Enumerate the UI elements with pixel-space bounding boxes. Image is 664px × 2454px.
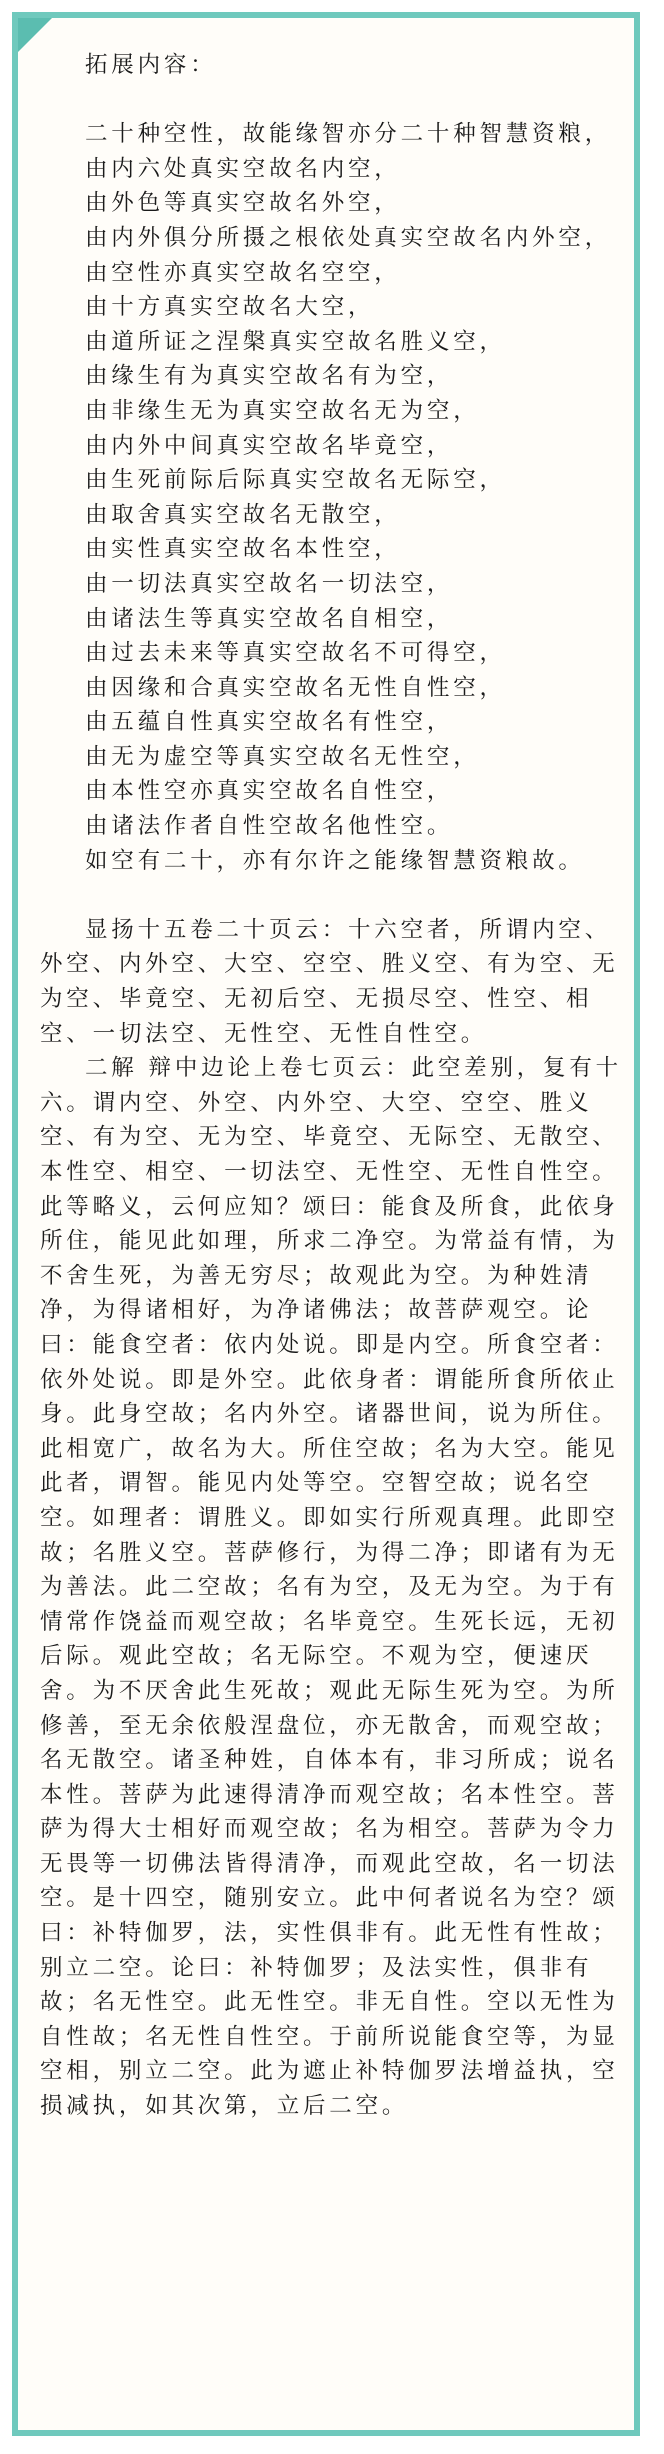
list-item: 由一切法真实空故名一切法空，: [85, 570, 454, 597]
list-item: 由空性亦真实空故名空空，: [85, 259, 401, 286]
list-item: 由实性真实空故名本性空，: [85, 536, 401, 563]
commentary-paragraph: 二解 辩中边论上卷七页云：此空差别，复有十六。谓内空、外空、内外空、大空、空空、胜义空、有为空、无为空、毕竟空、无际空、无散空、本性空、相空、一切法空、无性空、无性自性空。此等略义，云何应知？颂曰：能食及所食，此依身所住，能见此如理，所求二净空。为常益有情，为不舍生死，为善无穷尽；故观此为空。为种姓清净，为得诸相好，为净诸佛法；故菩萨观空。论曰：能食空者：依内处说。即是内空。所食空者：依外处说。即是外空。此依身者：谓能所食所依止身。此身空故；名内外空。诸器世间，说为所住。此相宽广，故名为大。所住空故；名为大空。能见此者，谓智。能见内处等空。空智空故；说名空空。如理者：谓胜义。即如实行所观真理。此即空故；名胜义空。菩萨修行，为得二净；即诸有为无为善法。此二空故；名有为空，及无为空。为于有情常作饶益而观空故；名毕竟空。生死长远，无初后际。观此空故；名无际空。不观为空，便速厌舍。为不厌舍此生死故；观此无际生死为空。为所修善，至无余依般涅盘位，亦无散舍，而观空故；名无散空。诸圣种姓，自体本有，非习所成；说名本性。菩萨为此速得清净而观空故；名本性空。菩萨为得大士相好而观空故；名为相空。菩萨为令力无畏等一切佛法皆得清净，而观此空故，名一切法空。是十四空，随别安立。此中何者说名为空？颂曰：补特伽罗，法，实性俱非有。此无性有性故；别立二空。论曰：补特伽罗；及法实性，俱非有故；名无性空。此无性空。非无自性。空以无性为自性故；名无性自性空。于前所说能食空等，为显空相，别立二空。此为遮止补特伽罗法增益执，空损减执，如其次第，立后二空。: [40, 1055, 622, 2120]
list-item: 由道所证之涅槃真实空故名胜义空，: [85, 328, 506, 355]
list-item: 由生死前际后际真实空故名无际空，: [85, 467, 506, 494]
list-item: 由无为虚空等真实空故名无性空，: [85, 743, 480, 770]
list-item: 由非缘生无为真实空故名无为空，: [85, 397, 480, 424]
summary-line: 如空有二十，亦有尔许之能缘智慧资粮故。: [85, 847, 585, 874]
article-body: [40, 48, 626, 2124]
list-item: 由诸法生等真实空故名自相空，: [85, 605, 454, 632]
corner-ribbon: [18, 18, 52, 52]
list-item: 由内六处真实空故名内空，: [85, 155, 401, 182]
section-heading: 拓展内容：: [85, 52, 217, 78]
list-item: 由过去未来等真实空故名不可得空，: [85, 640, 506, 667]
list-item: 由取舍真实空故名无散空，: [85, 501, 401, 528]
intro-line: 二十种空性，故能缘智亦分二十种智慧资粮，: [85, 121, 612, 148]
list-item: 由缘生有为真实空故名有为空，: [85, 363, 454, 390]
list-item: 由外色等真实空故名外空，: [85, 190, 401, 217]
list-item: 由五蕴自性真实空故名有性空，: [85, 709, 454, 736]
list-item: 由因缘和合真实空故名无性自性空，: [85, 674, 506, 701]
quote-paragraph: 显扬十五卷二十页云：十六空者，所谓内空、外空、内外空、大空、空空、胜义空、有为空、无为空、毕竟空、无初后空、无损尽空、性空、相空、一切法空、无性空、无性自性空。: [40, 916, 619, 1047]
list-item: 由诸法作者自性空故名他性空。: [85, 813, 454, 840]
list-item: 由本性空亦真实空故名自性空，: [85, 778, 454, 805]
list-item: 由内外中间真实空故名毕竟空，: [85, 432, 454, 459]
list-item: 由内外俱分所摄之根依处真实空故名内外空，: [85, 224, 612, 251]
list-item: 由十方真实空故名大空，: [85, 294, 375, 321]
article-frame: [12, 12, 640, 2436]
